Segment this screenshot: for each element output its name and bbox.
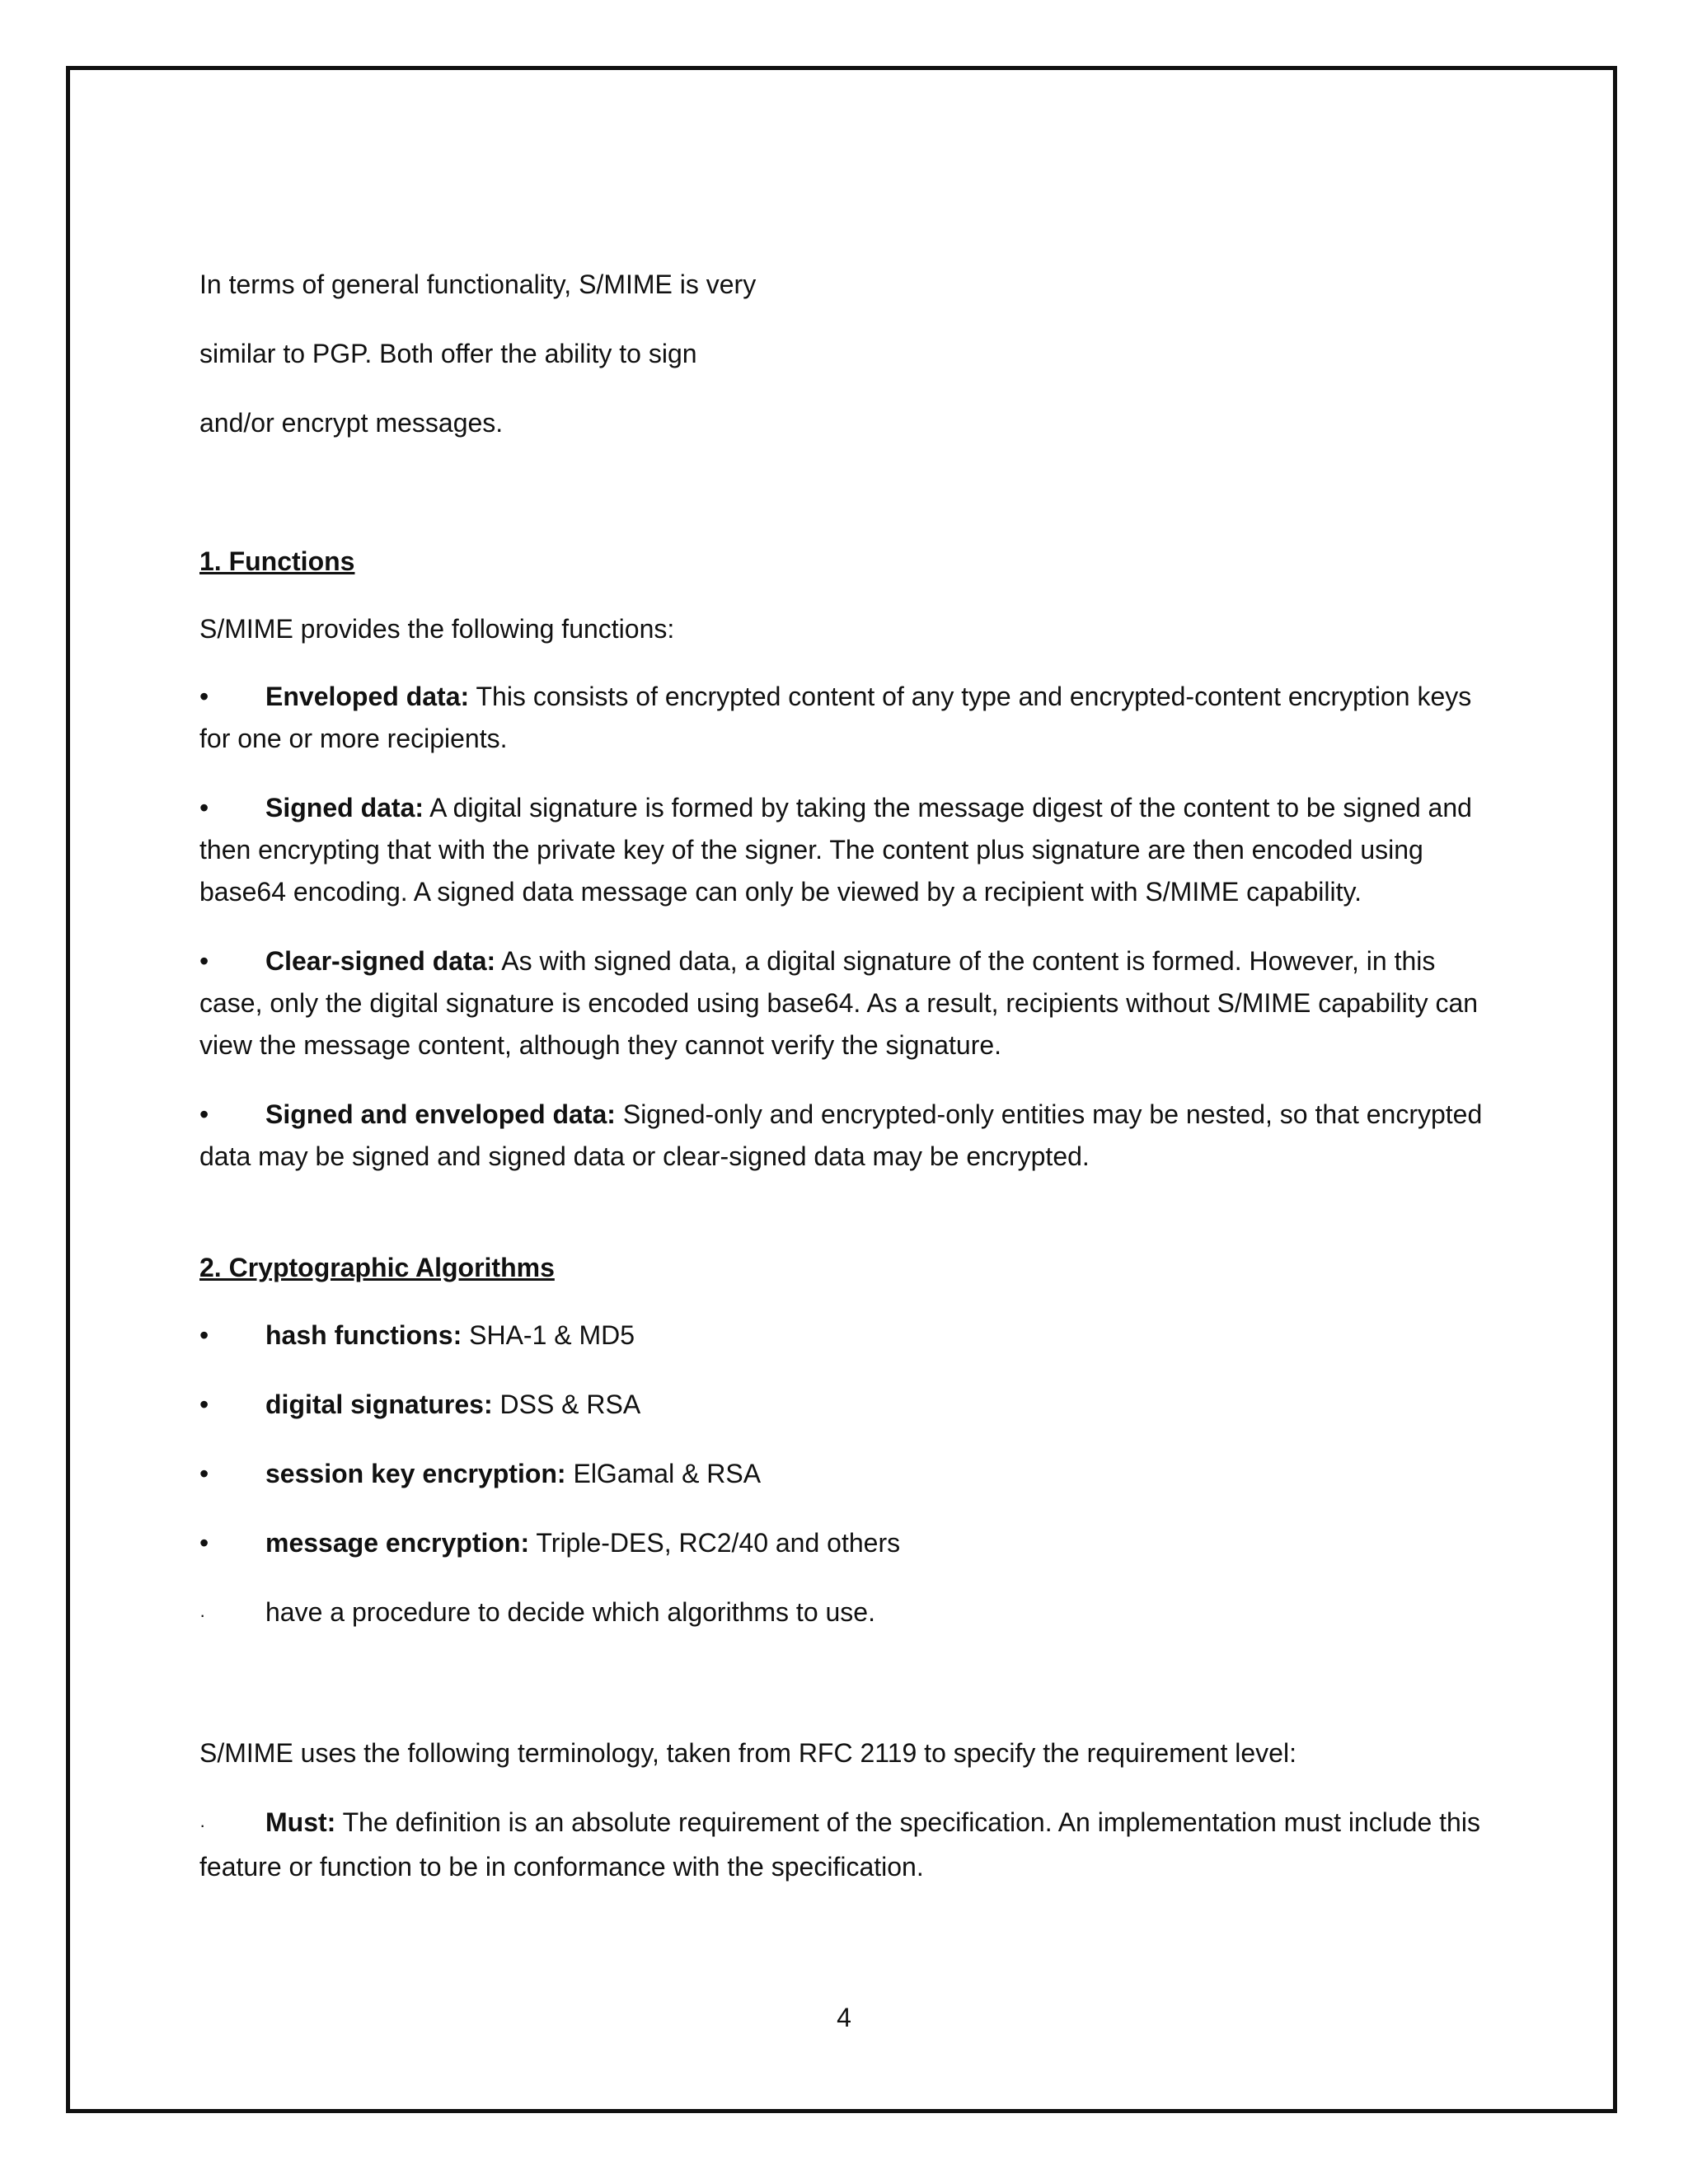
item-text: DSS & RSA [492, 1390, 641, 1419]
item-label: message encryption: [265, 1528, 530, 1558]
item-text: This consists of encrypted content of any type and encrypted-content encryption keys for one or more recipients. [199, 682, 1472, 753]
item-text: ElGamal & RSA [565, 1459, 762, 1488]
item-label: Clear-signed data: [265, 946, 496, 976]
bullet-dot: • [199, 1099, 209, 1129]
item-label: Must: [265, 1807, 336, 1837]
item-label: Signed and enveloped data: [265, 1099, 616, 1129]
bullet-dot: · [199, 1815, 206, 1835]
algorithms-heading: 2. Cryptographic Algorithms [199, 1253, 555, 1282]
bullet-dot: · [199, 1605, 206, 1625]
algorithm-procedure [199, 1591, 1485, 1636]
intro-line-1: In terms of general functionality, S/MIME is very [199, 269, 757, 299]
function-item-clear-signed [199, 940, 1485, 1066]
algorithm-item-signatures [199, 1384, 1485, 1426]
algorithm-item-hash [199, 1315, 1485, 1357]
bullet-dot: • [199, 946, 209, 976]
algorithm-item-session-key [199, 1453, 1485, 1495]
functions-heading: 1. Functions [199, 546, 355, 576]
bullet-dot: • [199, 1528, 209, 1558]
bullet-dot: • [199, 1390, 209, 1419]
functions-intro: S/MIME provides the following functions: [199, 614, 675, 644]
item-text: have a procedure to decide which algorithms to use. [265, 1597, 875, 1627]
item-label: Signed data: [265, 793, 424, 823]
function-item-signed [199, 787, 1485, 913]
item-text: A digital signature is formed by taking the message digest of the content to be signed and then encrypting that with the private key of the signer. The content plus signature are then encoded using base64 encoding. A signed data message can only be viewed by a recipient with S/MIME capability. [199, 793, 1472, 907]
item-text: Signed-only and encrypted-only entities may be nested, so that encrypted data may be signed and signed data or clear-signed data may be encrypted. [199, 1099, 1483, 1171]
item-text: Triple-DES, RC2/40 and others [529, 1528, 901, 1558]
intro-line-3: and/or encrypt messages. [199, 408, 504, 438]
item-label: Enveloped data: [265, 682, 470, 711]
function-item-enveloped [199, 676, 1485, 760]
intro-line-2: similar to PGP. Both offer the ability to sign [199, 339, 697, 368]
bullet-dot: • [199, 793, 209, 823]
item-label: digital signatures: [265, 1390, 493, 1419]
function-item-signed-enveloped [199, 1094, 1485, 1178]
algorithm-item-message-encryption [199, 1522, 1485, 1564]
document-body [199, 264, 1485, 1915]
item-label: session key encryption: [265, 1459, 566, 1488]
item-text: SHA-1 & MD5 [462, 1320, 635, 1350]
item-label: hash functions: [265, 1320, 462, 1350]
terminology-item-must [199, 1802, 1485, 1888]
item-text: The definition is an absolute requirement of the specification. An implementation must include this feature or function to be in conformance with the specification. [199, 1807, 1480, 1882]
bullet-dot: • [199, 1320, 209, 1350]
bullet-dot: • [199, 682, 209, 711]
bullet-dot: • [199, 1459, 209, 1488]
item-text: As with signed data, a digital signature of the content is formed. However, in this case, only the digital signature is encoded using base64. As a result, recipients without S/MIME capability can view the message content, although they cannot verify the signature. [199, 946, 1479, 1060]
page-number: 4 [837, 2003, 851, 2032]
terminology-intro: S/MIME uses the following terminology, taken from RFC 2119 to specify the requirement level: [199, 1738, 1296, 1768]
